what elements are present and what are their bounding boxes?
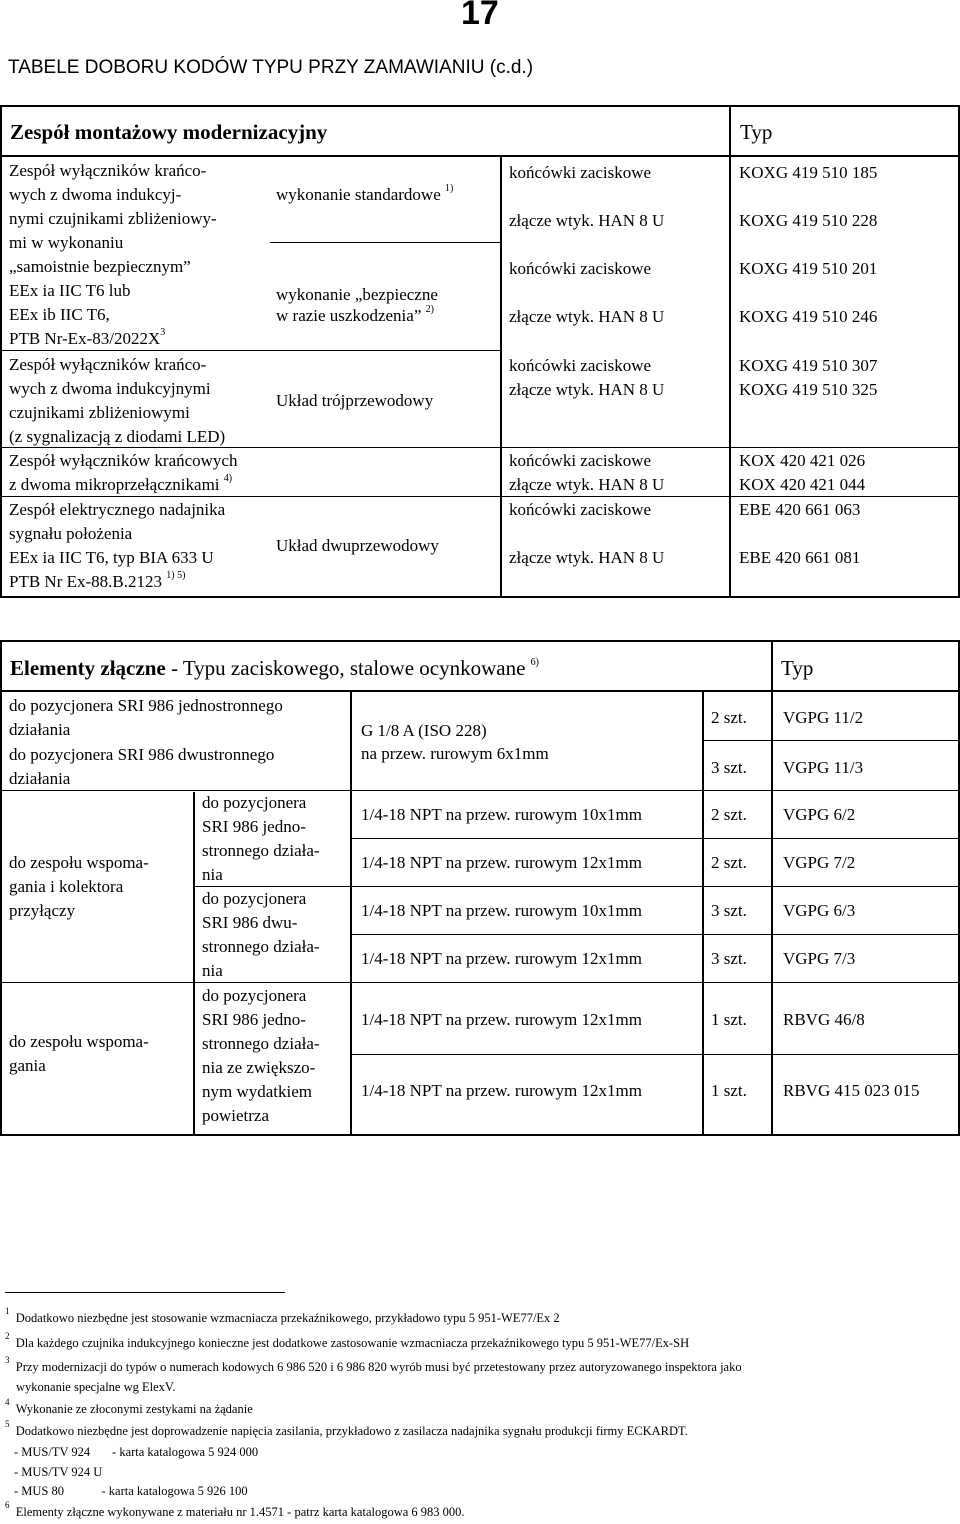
fitting-desc: działania bbox=[9, 720, 71, 739]
code-cell: KOXG 419 510 307 bbox=[739, 356, 878, 375]
group-desc: gania i kolektora bbox=[9, 877, 124, 896]
qty-cell: 2 szt. bbox=[711, 805, 747, 824]
positioner-desc: do pozycjonera bbox=[202, 889, 307, 908]
code-cell: VGPG 7/2 bbox=[783, 853, 856, 872]
positioner-desc: nym wydatkiem bbox=[202, 1082, 313, 1101]
footnote: $^5$ Dodatkowo niezbędne jest doprowadzenie napięcia zasilania, przykładowo z zasilacza nadajnika sygnału produkcji firmy ECKARDT. bbox=[5, 1418, 688, 1438]
qty-cell: 1 szt. bbox=[711, 1081, 747, 1100]
typ-header: Typ bbox=[740, 120, 773, 144]
code-cell: RBVG 46/8 bbox=[783, 1010, 865, 1029]
group4-line: Zespół elektrycznego nadajnika bbox=[9, 500, 226, 519]
group-desc: przyłączy bbox=[9, 901, 76, 920]
group1-line: EEx ib IIC T6, bbox=[9, 305, 110, 324]
footnote: $^3$ Przy modernizacji do typów o numerach kodowych 6 986 520 i 6 986 820 wyrób musi być przetestowany przez autoryzowanego inspektora jako bbox=[5, 1354, 742, 1374]
code-cell: KOXG 419 510 325 bbox=[739, 380, 878, 399]
group2-line: (z sygnalizacją z diodami LED) bbox=[9, 427, 226, 446]
positioner-desc: stronnego działa- bbox=[202, 937, 320, 956]
thread-cell: 1/4-18 NPT na przew. rurowym 10x1mm bbox=[361, 805, 642, 824]
code-cell: VGPG 6/3 bbox=[783, 901, 856, 920]
conn-cell: końcówki zaciskowe bbox=[509, 356, 652, 375]
group4-line: EEx ia IIC T6, typ BIA 633 U bbox=[9, 548, 214, 567]
qty-cell: 3 szt. bbox=[711, 949, 747, 968]
conn-cell: złącze wtyk. HAN 8 U bbox=[509, 211, 665, 230]
code-cell: KOXG 419 510 201 bbox=[739, 259, 878, 278]
group-desc: do zespołu wspoma- bbox=[9, 1032, 149, 1051]
group2-line: czujnikami zbliżeniowymi bbox=[9, 403, 190, 422]
code-cell: VGPG 7/3 bbox=[783, 949, 856, 968]
code-cell: KOX 420 421 044 bbox=[739, 475, 866, 494]
fitting-desc: do pozycjonera SRI 986 dwustronnego bbox=[9, 745, 275, 764]
variant-safe: w razie uszkodzenia” $^{2)}$ bbox=[276, 304, 434, 325]
footnote-item: - MUS/TV 924 U bbox=[14, 1465, 103, 1479]
thread-cell: 1/4-18 NPT na przew. rurowym 12x1mm bbox=[361, 949, 642, 968]
qty-cell: 3 szt. bbox=[711, 901, 747, 920]
typ-header: Typ bbox=[781, 656, 814, 680]
table-title: Elementy złączne - Typu zaciskowego, stalowe ocynkowane $^{6)}$ bbox=[10, 656, 540, 680]
group2-line: wych z dwoma indukcyjnymi bbox=[9, 379, 211, 398]
code-cell: EBE 420 661 063 bbox=[739, 500, 861, 519]
conn-cell: złącze wtyk. HAN 8 U bbox=[509, 475, 665, 494]
variant-safe: wykonanie „bezpieczne bbox=[276, 285, 438, 304]
group1-cert: PTB $Nr-Ex-83/2022X^3$ bbox=[9, 327, 166, 348]
thread-cell: G 1/8 A (ISO 228) bbox=[361, 721, 487, 740]
group4-line: PTB Nr Ex-88.B.2123 $^{1) 5)}$ bbox=[9, 570, 186, 591]
variant-three-way: Układ trójprzewodowy bbox=[276, 391, 434, 410]
code-cell: KOXG 419 510 228 bbox=[739, 211, 878, 230]
conn-cell: złącze wtyk. HAN 8 U bbox=[509, 380, 665, 399]
footnote-item: - MUS 80 - karta katalogowa 5 926 100 bbox=[14, 1484, 248, 1498]
code-cell: EBE 420 661 081 bbox=[739, 548, 861, 567]
positioner-desc: nia ze zwiększo- bbox=[202, 1058, 316, 1077]
positioner-desc: SRI 986 jedno- bbox=[202, 1010, 306, 1029]
table-title: Zespół montażowy modernizacyjny bbox=[10, 120, 328, 144]
code-cell: VGPG 11/2 bbox=[783, 708, 864, 727]
variant-two-way: Układ dwuprzewodowy bbox=[276, 536, 439, 555]
qty-cell: 1 szt. bbox=[711, 1010, 747, 1029]
conn-cell: złącze wtyk. HAN 8 U bbox=[509, 307, 665, 326]
group-desc: do zespołu wspoma- bbox=[9, 853, 149, 872]
conn-cell: złącze wtyk. HAN 8 U bbox=[509, 548, 665, 567]
group1-line: Zespół wyłączników krańco- bbox=[9, 161, 207, 180]
group-desc: gania bbox=[9, 1056, 46, 1075]
group1-line: „samoistnie bezpiecznym” bbox=[9, 257, 191, 276]
conn-cell: końcówki zaciskowe bbox=[509, 259, 652, 278]
page-number: 17 bbox=[461, 0, 499, 32]
thread-cell: 1/4-18 NPT na przew. rurowym 12x1mm bbox=[361, 853, 642, 872]
positioner-desc: stronnego działa- bbox=[202, 1034, 320, 1053]
conn-cell: końcówki zaciskowe bbox=[509, 163, 652, 182]
group2-line: Zespół wyłączników krańco- bbox=[9, 355, 207, 374]
group3-line: Zespół wyłączników krańcowych bbox=[9, 451, 238, 470]
qty-cell: 3 szt. bbox=[711, 758, 747, 777]
group1-line: mi w wykonaniu bbox=[9, 233, 124, 252]
fitting-desc: działania bbox=[9, 769, 71, 788]
positioner-desc: stronnego działa- bbox=[202, 841, 320, 860]
group3-line: z dwoma mikroprzełącznikami $^{4)}$ bbox=[9, 473, 233, 494]
code-cell: KOXG 419 510 246 bbox=[739, 307, 878, 326]
fitting-desc: do pozycjonera SRI 986 jednostronnego bbox=[9, 696, 283, 715]
footnote: $^4$ Wykonanie ze złoconymi zestykami na żądanie bbox=[5, 1396, 253, 1416]
footnote: $^6$ Elementy złączne wykonywane z materiału nr 1.4571 - patrz karta katalogowa 6 983 000. bbox=[5, 1499, 465, 1519]
positioner-desc: nia bbox=[202, 961, 223, 980]
thread-cell: na przew. rurowym 6x1mm bbox=[361, 744, 549, 763]
group1-line: EEx ia IIC T6 lub bbox=[9, 281, 131, 300]
thread-cell: 1/4-18 NPT na przew. rurowym 12x1mm bbox=[361, 1010, 642, 1029]
positioner-desc: do pozycjonera bbox=[202, 986, 307, 1005]
thread-cell: 1/4-18 NPT na przew. rurowym 12x1mm bbox=[361, 1081, 642, 1100]
qty-cell: 2 szt. bbox=[711, 708, 747, 727]
footnote: $^2$ Dla każdego czujnika indukcyjnego konieczne jest dodatkowe zastosowanie wzmacniacza przekaźnikowego typu 5 951-WE77/Ex-SH bbox=[5, 1330, 690, 1350]
footnote-continued: wykonanie specjalne wg ElexV. bbox=[16, 1380, 176, 1394]
qty-cell: 2 szt. bbox=[711, 853, 747, 872]
code-cell: RBVG 415 023 015 bbox=[783, 1081, 920, 1100]
code-cell: VGPG 6/2 bbox=[783, 805, 856, 824]
group4-line: sygnału położenia bbox=[9, 524, 133, 543]
conn-cell: końcówki zaciskowe bbox=[509, 451, 652, 470]
conn-cell: końcówki zaciskowe bbox=[509, 500, 652, 519]
group1-line: nymi czujnikami zbliżeniowy- bbox=[9, 209, 217, 228]
code-cell: KOXG 419 510 185 bbox=[739, 163, 878, 182]
code-cell: KOX 420 421 026 bbox=[739, 451, 866, 470]
footnote-item: - MUS/TV 924 - karta katalogowa 5 924 000 bbox=[14, 1445, 259, 1459]
thread-cell: 1/4-18 NPT na przew. rurowym 10x1mm bbox=[361, 901, 642, 920]
positioner-desc: do pozycjonera bbox=[202, 793, 307, 812]
positioner-desc: powietrza bbox=[202, 1106, 270, 1125]
variant-standard: wykonanie standardowe $^{1)}$ bbox=[276, 183, 454, 204]
positioner-desc: SRI 986 jedno- bbox=[202, 817, 306, 836]
code-cell: VGPG 11/3 bbox=[783, 758, 864, 777]
page-heading: TABELE DOBORU KODÓW TYPU PRZY ZAMAWIANIU (c.d.) bbox=[8, 57, 534, 78]
footnote: $^1$ Dodatkowo niezbędne jest stosowanie wzmacniacza przekaźnikowego, przykładowo typu 5 951-WE77/Ex 2 bbox=[5, 1305, 560, 1325]
group1-line: wych z dwoma indukcyj- bbox=[9, 185, 182, 204]
positioner-desc: nia bbox=[202, 865, 223, 884]
positioner-desc: SRI 986 dwu- bbox=[202, 913, 298, 932]
